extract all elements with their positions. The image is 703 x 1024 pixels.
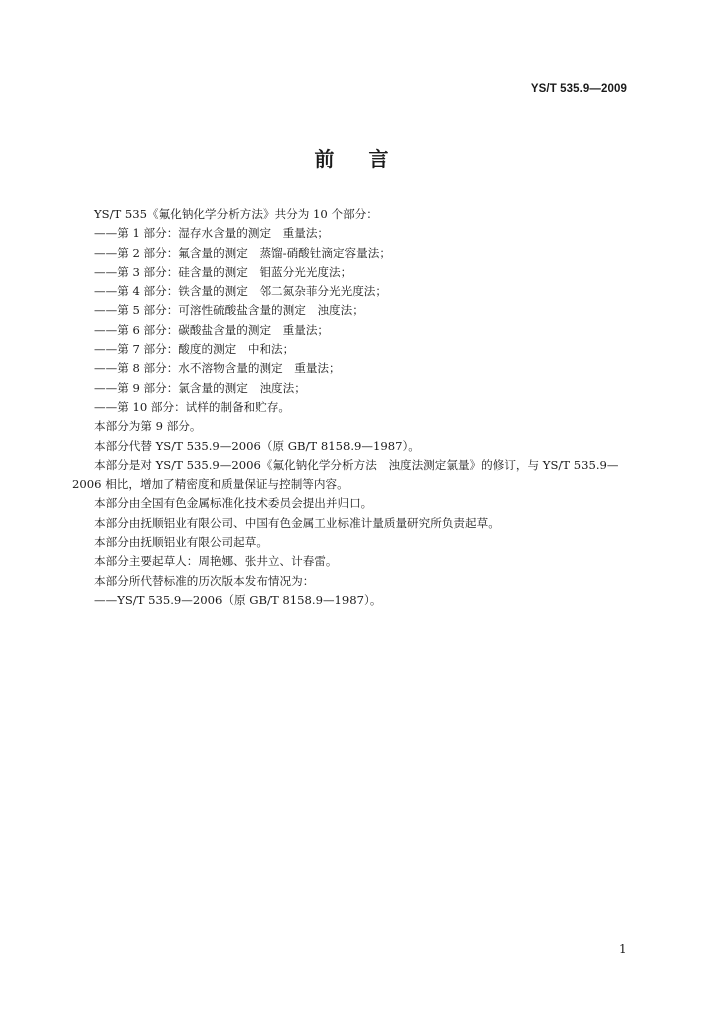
paragraph-line: 本部分由抚顺铝业有限公司起草。 <box>94 535 268 550</box>
page-number: 1 <box>619 942 627 956</box>
list-item: ——第 5 部分：可溶性硫酸盐含量的测定 浊度法； <box>94 303 364 318</box>
standard-code: YS/T 535.9—2009 <box>530 83 627 95</box>
list-item: ——第 6 部分：碳酸盐含量的测定 重量法； <box>94 322 330 337</box>
foreword-body <box>72 205 632 610</box>
list-item: ——第 1 部分：湿存水含量的测定 重量法； <box>94 226 330 241</box>
page-title-char-1: 前 <box>314 147 335 171</box>
page-title <box>0 143 703 172</box>
paragraph-line: 本部分由全国有色金属标准化技术委员会提出并归口。 <box>94 496 373 511</box>
paragraph-line: 本部分是对 YS/T 535.9—2006《氟化钠化学分析方法 浊度法测定氯量》的修订，与 YS/T 535.9— <box>94 457 619 472</box>
list-item: ——第 9 部分：氯含量的测定 浊度法； <box>94 380 306 395</box>
paragraph-line: 本部分为第 9 部分。 <box>94 419 202 434</box>
page-title-char-2: 言 <box>368 147 389 171</box>
paragraph-line: 本部分所代替标准的历次版本发布情况为： <box>94 573 315 588</box>
paragraph-line: 2006 相比，增加了精密度和质量保证与控制等内容。 <box>72 477 349 492</box>
paragraph-line: 本部分主要起草人：周艳娜、张井立、计春雷。 <box>94 554 338 569</box>
list-item: ——第 2 部分：氟含量的测定 蒸馏-硝酸钍滴定容量法； <box>94 245 391 260</box>
list-item: ——第 3 部分：硅含量的测定 钼蓝分光光度法； <box>94 264 353 279</box>
paragraph-line: 本部分代替 YS/T 535.9—2006（原 GB/T 8158.9—1987）。 <box>94 438 420 453</box>
paragraph-line: YS/T 535《氟化钠化学分析方法》共分为 10 个部分： <box>94 207 378 221</box>
list-item: ——第 8 部分：水不溶物含量的测定 重量法； <box>94 361 341 376</box>
list-item: ——第 7 部分：酸度的测定 中和法； <box>94 342 295 357</box>
list-item: ——第 4 部分：铁含量的测定 邻二氮杂菲分光光度法； <box>94 284 387 299</box>
list-item: ——YS/T 535.9—2006（原 GB/T 8158.9—1987）。 <box>94 592 382 607</box>
paragraph-line: 本部分由抚顺铝业有限公司、中国有色金属工业标准计量质量研究所负责起草。 <box>94 515 500 530</box>
list-item: ——第 10 部分：试样的制备和贮存。 <box>94 399 291 414</box>
